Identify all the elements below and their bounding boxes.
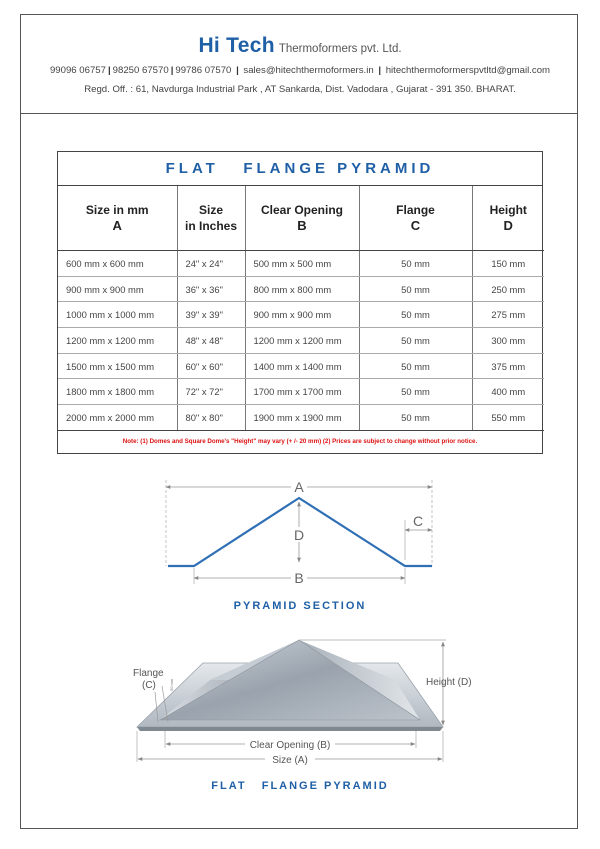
cell-clear-opening: 800 mm x 800 mm [245,276,359,302]
phone-1: 99096 06757 [49,65,106,76]
cell-flange: 50 mm [359,328,472,354]
cell-clear-opening: 1400 mm x 1400 mm [245,353,359,379]
cell-size-mm: 1500 mm x 1500 mm [58,353,177,379]
cell-size-inches: 39" x 39" [177,302,245,328]
header-height: Height D [472,186,544,251]
cell-flange: 50 mm [359,302,472,328]
cell-height: 550 mm [472,405,544,431]
phone-3: 99786 07570 [175,65,232,76]
flange-small-label: 50 mm [169,678,174,691]
cell-clear-opening: 1200 mm x 1200 mm [245,328,359,354]
cell-size-mm: 1000 mm x 1000 mm [58,302,177,328]
label-c: C [412,513,424,529]
email-link-1[interactable]: sales@hitechthermoformers.in [243,65,374,76]
cell-flange: 50 mm [359,251,472,277]
cell-size-inches: 60" x 60" [177,353,245,379]
cell-flange: 50 mm [359,379,472,405]
cell-height: 400 mm [472,379,544,405]
cell-height: 375 mm [472,353,544,379]
cell-size-mm: 1200 mm x 1200 mm [58,328,177,354]
label-d: D [293,527,305,543]
flat-flange-pyramid-caption: FLAT FLANGE PYRAMID [211,780,389,792]
header-size-mm: Size in mm A [58,186,177,251]
cell-clear-opening: 1900 mm x 1900 mm [245,405,359,431]
clear-opening-label: Clear Opening (B) [249,740,331,751]
brand-name: Hi Tech [198,34,275,57]
cell-size-mm: 600 mm x 600 mm [58,251,177,277]
cell-size-mm: 900 mm x 900 mm [58,276,177,302]
label-a: A [294,479,304,495]
cell-clear-opening: 900 mm x 900 mm [245,302,359,328]
cell-clear-opening: 1700 mm x 1700 mm [245,379,359,405]
address-line: Regd. Off. : 61, Navdurga Industrial Park , AT Sankarda, Dist. Vadodara , Gujarat - 391 350. BHARAT. [84,84,516,95]
email-link-2[interactable]: hitechthermoformerspvtltd@gmail.com [385,65,551,76]
cell-size-inches: 48" x 48" [177,328,245,354]
contact-line: 99096 06757 | 98250 67570 | 99786 07570 | sales@hitechthermoformers.in | hitechthermoformerspvtltd@gmail.com [49,65,551,76]
header-flange: Flange C [359,186,472,251]
brand-suffix: Thermoformers pvt. Ltd. [278,43,402,55]
flange-label: Flange [133,668,164,679]
pyramid-section-caption: PYRAMID SECTION [233,600,367,612]
size-label: Size (A) [272,755,308,766]
table-note: Note: (1) Domes and Square Dome's "Height" may vary (+ /- 20 mm) (2) Prices are subject to change without prior notice. [122,437,478,445]
cell-height: 250 mm [472,276,544,302]
cell-size-inches: 24" x 24" [177,251,245,277]
cell-flange: 50 mm [359,276,472,302]
cell-flange: 50 mm [359,405,472,431]
flange-c-label: (C) [142,680,156,691]
cell-height: 275 mm [472,302,544,328]
cell-size-mm: 2000 mm x 2000 mm [58,405,177,431]
phone-2: 98250 67570 [112,65,169,76]
label-b: B [294,570,304,586]
cell-size-mm: 1800 mm x 1800 mm [58,379,177,405]
flat-flange-pyramid-illustration [133,640,472,766]
cell-height: 300 mm [472,328,544,354]
cell-flange: 50 mm [359,353,472,379]
table-title: FLAT FLANGE PYRAMID [58,152,542,186]
header-size-inches: Size in Inches [177,186,245,251]
cell-size-inches: 72" x 72" [177,379,245,405]
cell-size-inches: 36" x 36" [177,276,245,302]
cell-height: 150 mm [472,251,544,277]
height-label: Height (D) [426,677,472,688]
header-clear-opening: Clear Opening B [245,186,359,251]
pyramid-section-diagram [166,479,432,586]
cell-size-inches: 80" x 80" [177,405,245,431]
cell-clear-opening: 500 mm x 500 mm [245,251,359,277]
